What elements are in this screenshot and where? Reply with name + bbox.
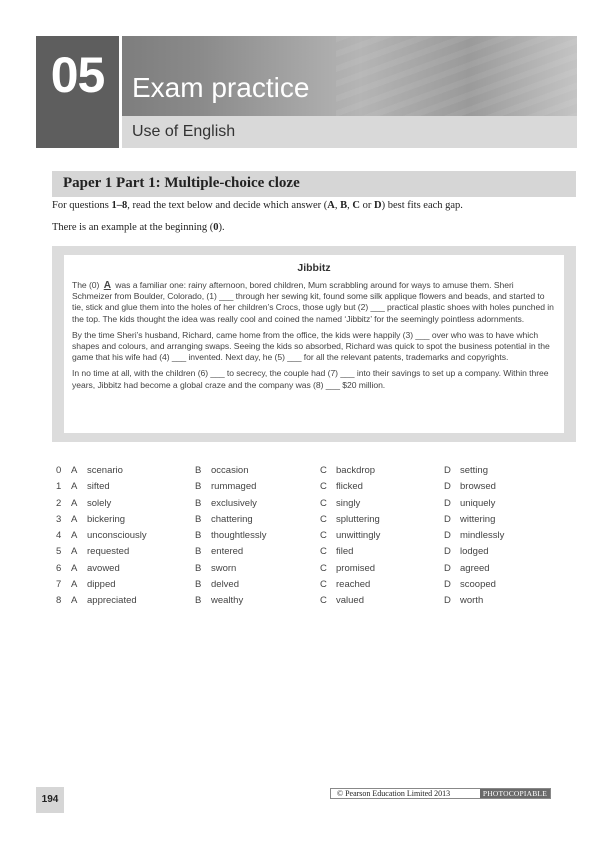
p1-rest: was a familiar one: rainy afternoon, bored children, Mum scrabbling around for ways to amuse them. Sheri Schmeizer from Boulder, Colorado, (1) ___ through her sewing kit, found some silk applique flowers and beads, and started to tie, stick and glue them into the holes of her children’s Crocs, those ugly but (2) ___ practical plastic shoes with holes punched in the top. The kids thought the idea was really cool and coined the named ‘Jibbitz’ for the seemingly pointless adornments.: [72, 280, 554, 324]
option-word: bickering: [87, 513, 126, 525]
question-number: 3: [56, 513, 62, 525]
option-word: reached: [336, 579, 371, 591]
option-word: rummaged: [211, 481, 257, 493]
text-paragraph-1: [72, 280, 556, 325]
unit-number-box: [36, 36, 119, 148]
option-letter: A: [71, 481, 78, 493]
option-letter: B: [195, 595, 202, 607]
option-letter: D: [444, 513, 451, 525]
question-number: 1: [56, 481, 62, 493]
question-number: 4: [56, 530, 62, 542]
option-letter: B: [195, 497, 202, 509]
unit-header: [36, 36, 577, 148]
option-word: occasion: [211, 465, 249, 476]
option-word: unwittingly: [336, 530, 381, 542]
option-letter: C: [320, 513, 327, 525]
option-word: flicked: [336, 481, 363, 493]
option-word: wittering: [460, 513, 496, 525]
option-letter: A: [71, 595, 78, 607]
option-word: requested: [87, 546, 130, 558]
option-word: unconsciously: [87, 530, 147, 542]
option-word: singly: [336, 497, 361, 509]
option-letter: B: [195, 465, 202, 476]
p1-start: The (0): [72, 280, 100, 290]
option-word: thoughtlessly: [211, 530, 267, 542]
option-word: dipped: [87, 579, 116, 591]
subtitle-bar: [122, 116, 577, 148]
copyright-box: [330, 788, 551, 799]
photocopiable-label: PHOTOCOPIABLE: [480, 789, 550, 798]
option-word: delved: [211, 579, 239, 591]
option-word: sworn: [211, 562, 237, 574]
option-row: [56, 561, 556, 577]
option-letter: C: [320, 562, 327, 574]
option-letter: A: [71, 513, 78, 525]
question-number: 2: [56, 497, 62, 509]
unit-number: 05: [50, 47, 105, 103]
option-letter: C: [320, 530, 327, 542]
option-word: scenario: [87, 465, 123, 476]
option-row: [56, 528, 556, 544]
option-letter: D: [444, 465, 451, 476]
option-row: [56, 463, 556, 479]
option-letter: A: [71, 546, 78, 558]
page-number: 194: [41, 794, 59, 805]
option-word: spluttering: [336, 513, 380, 525]
option-word: sifted: [87, 481, 110, 493]
option-row: [56, 593, 556, 609]
option-letter: D: [444, 546, 451, 558]
option-word: backdrop: [336, 465, 376, 476]
option-letter: C: [320, 546, 327, 558]
option-letter: D: [444, 562, 451, 574]
option-letter: D: [444, 481, 451, 493]
option-row: [56, 577, 556, 593]
part-title: Paper 1 Part 1: Multiple-choice cloze: [63, 175, 300, 191]
option-letter: A: [71, 579, 78, 591]
option-word: entered: [211, 546, 244, 558]
option-letter: D: [444, 497, 451, 509]
text-paragraph-2: By the time Sheri’s husband, Richard, came home from the office, the kids were happily (3) ___ over who was to have which shapes and colours, and arranging swaps. Seeing the kids so absorbed, Richard was quick to spot the business potential in the game that his wife had (4) ___ invented. Next day, he (5) ___ for all the relevant patents, trademarks and copyrights.: [72, 329, 550, 363]
option-letter: B: [195, 562, 202, 574]
option-letter: B: [195, 546, 202, 558]
option-letter: A: [71, 497, 78, 509]
option-word: mindlessly: [460, 530, 505, 542]
option-letter: A: [71, 465, 78, 476]
text-paragraph-3: In no time at all, with the children (6) ___ to secrecy, the couple had (7) ___ into their savings to set up a company. Within three years, Jibbitz had become a global craze and the company was (8) ___ $20 million.: [72, 368, 549, 390]
option-word: setting: [460, 465, 488, 476]
option-word: scooped: [460, 579, 496, 591]
option-word: avowed: [87, 562, 120, 574]
option-word: promised: [336, 562, 376, 574]
option-letter: B: [195, 530, 202, 542]
instruction-line-2: There is an example at the beginning (0).: [52, 222, 225, 233]
option-word: agreed: [460, 562, 490, 574]
option-word: exclusively: [211, 497, 257, 509]
answer-options: [56, 463, 556, 610]
question-number: 7: [56, 579, 62, 591]
page-number-box: [36, 787, 64, 813]
option-letter: A: [71, 530, 78, 542]
option-word: wealthy: [211, 595, 244, 607]
option-letter: C: [320, 579, 327, 591]
option-letter: B: [195, 579, 202, 591]
option-word: chattering: [211, 513, 253, 525]
option-word: lodged: [460, 546, 489, 558]
copyright-text: © Pearson Education Limited 2013: [337, 789, 451, 798]
question-number: 0: [56, 465, 62, 476]
option-word: solely: [87, 497, 112, 509]
instruction-line-1: For questions 1–8, read the text below and decide which answer (A, B, C or D) best fits each gap.: [52, 200, 463, 211]
reading-text-box: [64, 255, 564, 433]
option-letter: D: [444, 579, 451, 591]
page-title: Exam practice: [132, 72, 310, 103]
part-heading-bar: [52, 171, 576, 197]
option-letter: C: [320, 465, 327, 476]
option-letter: D: [444, 595, 451, 607]
option-letter: A: [71, 562, 78, 574]
page-subtitle: Use of English: [132, 123, 236, 140]
option-row: [56, 479, 556, 495]
option-word: appreciated: [87, 595, 137, 607]
option-row: [56, 512, 556, 528]
reading-text-frame: [52, 246, 576, 442]
example-gap: A: [103, 280, 111, 291]
question-number: 5: [56, 546, 62, 558]
option-letter: B: [195, 513, 202, 525]
question-number: 6: [56, 562, 62, 574]
option-row: [56, 544, 556, 560]
option-letter: C: [320, 595, 327, 607]
option-word: worth: [460, 595, 484, 607]
option-letter: C: [320, 497, 327, 509]
option-letter: D: [444, 530, 451, 542]
option-letter: B: [195, 481, 202, 493]
option-word: uniquely: [460, 497, 496, 509]
option-word: filed: [336, 546, 354, 558]
option-letter: C: [320, 481, 327, 493]
option-row: [56, 496, 556, 512]
text-title: Jibbitz: [297, 262, 331, 274]
option-word: browsed: [460, 481, 496, 493]
option-word: valued: [336, 595, 364, 607]
question-number: 8: [56, 595, 62, 607]
